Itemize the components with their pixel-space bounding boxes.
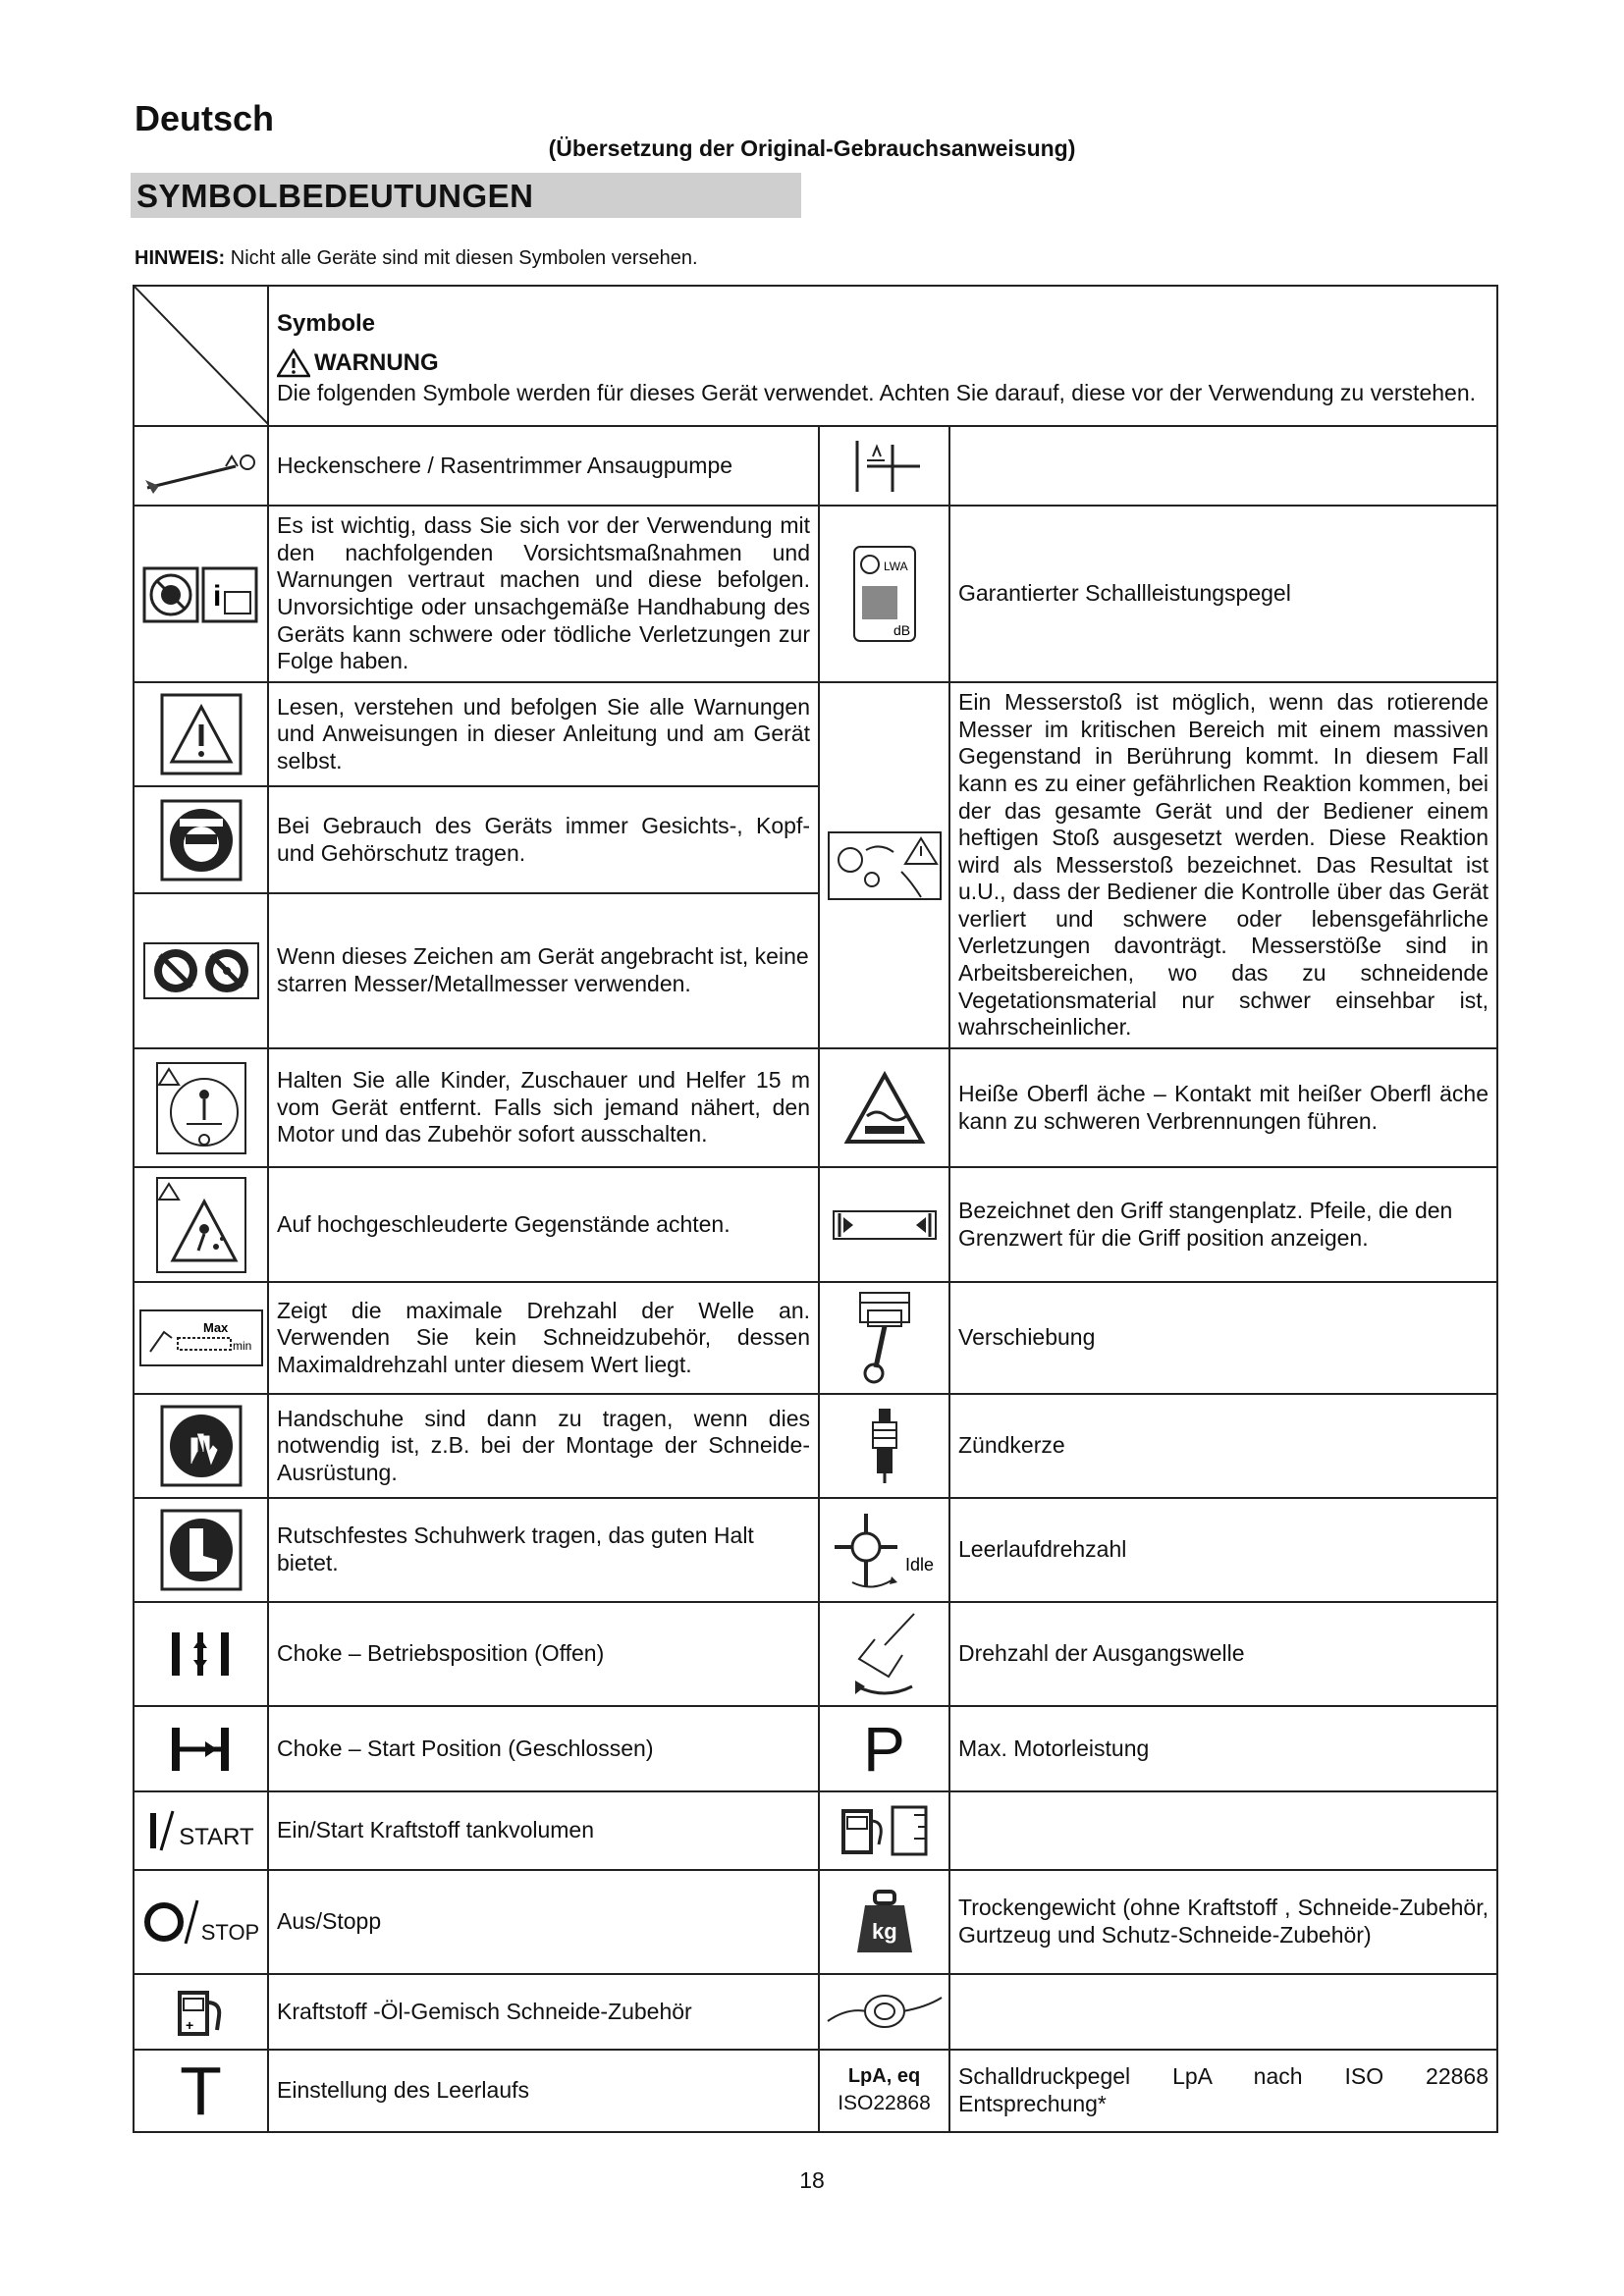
thrown-objects-text: Auf hochgeschleuderte Gegenstände achten.	[268, 1167, 819, 1282]
language-heading: Deutsch	[135, 98, 275, 138]
pump-text: Heckenschere / Rasentrimmer Ansaugpumpe	[268, 426, 819, 506]
follow-warnings-text: Lesen, verstehen und befolgen Sie alle Warnungen und Anweisungen in dieser Anleitung und am Gerät selbst.	[268, 682, 819, 786]
pump-icon-cell	[134, 426, 268, 506]
spark-plug-icon	[865, 1407, 904, 1485]
fuel-mix-icon-cell	[134, 1974, 268, 2050]
gloves-icon-cell	[134, 1394, 268, 1498]
table-row	[134, 1706, 1497, 1791]
output-shaft-text: Drehzahl der Ausgangswelle	[949, 1602, 1497, 1706]
kickback-icon-cell	[819, 682, 949, 1048]
choke-closed-text: Choke – Start Position (Geschlossen)	[268, 1706, 819, 1791]
boots-icon-cell	[134, 1498, 268, 1602]
bystander-distance-icon	[155, 1061, 247, 1155]
table-header-row	[134, 286, 1497, 426]
warning-triangle-icon	[277, 348, 310, 378]
max-power-icon-cell	[819, 1706, 949, 1791]
max-speed-icon-cell	[134, 1282, 268, 1394]
sound-power-label: LWA	[883, 560, 908, 573]
idle-adjust-icon-cell	[134, 2050, 268, 2132]
table-row	[134, 506, 1497, 682]
hint-label: HINWEIS:	[135, 247, 226, 269]
start-symbol	[135, 1809, 267, 1852]
dry-weight-icon	[855, 1888, 914, 1956]
empty-cell	[949, 1791, 1497, 1870]
gloves-icon	[160, 1405, 243, 1487]
section-title: SYMBOLBEDEUTUNGEN	[136, 178, 534, 214]
table-header-text: Die folgenden Symbole werden für dieses Gerät verwendet. Achten Sie darauf, diese vor der Verwendung zu verstehen.	[277, 380, 1476, 406]
gloves-text: Handschuhe sind dann zu tragen, wenn dies notwendig ist, z.B. bei der Montage der Schneide-Ausrüstung.	[268, 1394, 819, 1498]
on-start-icon	[147, 1809, 177, 1852]
fuel-mix-text: Kraftstoff -Öl-Gemisch Schneide-Zubehör	[268, 1974, 819, 2050]
primer-icon-cell	[819, 426, 949, 506]
table-row	[134, 1870, 1497, 1974]
svg-text:+: +	[185, 2016, 193, 2033]
stop-label: STOP	[200, 1919, 260, 1945]
hot-surface-icon	[843, 1071, 926, 1146]
no-blades-text: Wenn dieses Zeichen am Gerät angebracht ist, keine starren Messer/Metallmesser verwenden.	[268, 893, 819, 1048]
choke-open-icon-cell	[134, 1602, 268, 1706]
symbol-table	[133, 285, 1498, 2133]
table-header-title: Symbole	[277, 310, 376, 338]
dry-weight-icon-cell	[819, 1870, 949, 1974]
kickback-text: Ein Messerstoß ist möglich, wenn das rotierende Messer im kritischen Bereich mit einem massiven Gegenstand in Berührung kommt. In diesem Fall kann es zu einer gefährlichen Reaktion kommen, bei der das gesamte Gerät und der Bediener einem heftigen Stoß ausgesetzt werden. Diese Reaktion wird als Messerstoß bezeichnet. Das Resultat ist u.U., dass der Bediener die Kontrolle über das Gerät verliert und schwere oder lebensgefährliche Verletzungen davonträgt. Messerstöße sind in Arbeitsbereichen, wo das zu schneidende Vegetationsmaterial nur schwer einsehbar ist, wahrscheinlicher.	[949, 682, 1497, 1048]
safety-boots-icon	[160, 1509, 243, 1591]
table-row	[134, 1048, 1497, 1167]
max-label: Max	[202, 1320, 228, 1335]
primer-bulb-icon	[845, 435, 924, 498]
no-blades-icon-cell	[134, 893, 268, 1048]
table-row	[134, 1167, 1497, 1282]
idle-t-symbol: T	[180, 2053, 222, 2129]
diagonal-cell	[134, 286, 268, 426]
p-symbol: P	[863, 1713, 905, 1785]
protection-text: Bei Gebrauch des Geräts immer Gesichts-, Kopf- und Gehörschutz tragen.	[268, 786, 819, 893]
warning-sign-icon	[160, 693, 243, 775]
choke-closed-icon	[162, 1720, 241, 1779]
sound-power-icon	[850, 543, 919, 645]
no-metal-blades-icon	[142, 939, 260, 1002]
manual-icon-cell	[134, 506, 268, 682]
protection-icon-cell	[134, 786, 268, 893]
section-title-bar	[131, 173, 801, 218]
table-row	[134, 1791, 1497, 1870]
min-label: min	[232, 1339, 251, 1353]
table-row	[134, 426, 1497, 506]
idle-adjust-text: Einstellung des Leerlaufs	[268, 2050, 819, 2132]
table-row	[134, 1498, 1497, 1602]
sound-pressure-text: Schalldruckpegel LpA nach ISO 22868 Entsprechung*	[949, 2050, 1497, 2132]
read-manual-text: Es ist wichtig, dass Sie sich vor der Verwendung mit den nachfolgenden Vorsichtsmaßnahmen und Warnungen vertraut machen und diese befolgen. Unvorsichtige oder unsachgemäße Handhabung des Geräts kann schwere oder tödliche Verletzungen zur Folge haben.	[268, 506, 819, 682]
idle-label: Idle	[904, 1555, 934, 1575]
stop-symbol	[135, 1898, 267, 1946]
handle-position-icon-cell	[819, 1167, 949, 1282]
empty-cell	[949, 426, 1497, 506]
sound-power-unit: dB	[893, 622, 910, 638]
dry-weight-text: Trockengewicht (ohne Kraftstoff , Schneide-Zubehör, Gurtzeug und Schutz-Schneide-Zubehör)	[949, 1870, 1497, 1974]
output-shaft-speed-icon	[845, 1610, 924, 1698]
off-stop-icon	[142, 1898, 201, 1946]
handle-position-text: Bezeichnet den Griff stangenplatz. Pfeile, die den Grenzwert für die Griff position anzeigen.	[949, 1167, 1497, 1282]
hot-surface-text: Heiße Oberfl äche – Kontakt mit heißer Oberfl äche kann zu schweren Verbrennungen führen.	[949, 1048, 1497, 1167]
idle-speed-icon	[823, 1508, 947, 1592]
table-header-cell	[268, 286, 1497, 426]
sound-power-text: Garantierter Schallleistungspegel	[949, 506, 1497, 682]
hint-text: Nicht alle Geräte sind mit diesen Symbolen versehen.	[230, 247, 698, 269]
table-row	[134, 1974, 1497, 2050]
stop-text: Aus/Stopp	[268, 1870, 819, 1974]
displacement-text: Verschiebung	[949, 1282, 1497, 1394]
fuel-oil-mixture-icon	[172, 1983, 231, 2042]
warning-label: WARNUNG	[314, 348, 439, 376]
boots-text: Rutschfestes Schuhwerk tragen, das guten Halt bietet.	[268, 1498, 819, 1602]
spark-plug-text: Zündkerze	[949, 1394, 1497, 1498]
start-icon-cell	[134, 1791, 268, 1870]
idle-speed-icon-cell	[819, 1498, 949, 1602]
diagonal-line-icon	[135, 287, 269, 425]
fuel-tank-volume-icon	[836, 1801, 934, 1860]
empty-cell	[949, 1974, 1497, 2050]
start-text: Ein/Start Kraftstoff tankvolumen	[268, 1791, 819, 1870]
table-row	[134, 2050, 1497, 2132]
hint-note	[135, 247, 698, 270]
choke-open-text: Choke – Betriebsposition (Offen)	[268, 1602, 819, 1706]
thrown-objects-icon-cell	[134, 1167, 268, 1282]
start-label: START	[179, 1824, 254, 1851]
max-speed-text: Zeigt die maximale Drehzahl der Welle an. Verwenden Sie kein Schneidzubehör, dessen Maximaldrehzahl unter diesem Wert liegt.	[268, 1282, 819, 1394]
sound-pressure-icon-cell	[819, 2050, 949, 2132]
warning-heading	[277, 348, 1489, 378]
face-head-ear-protection-icon	[160, 799, 243, 881]
idle-speed-text: Leerlaufdrehzahl	[949, 1498, 1497, 1602]
thrown-objects-icon	[155, 1176, 247, 1274]
sound-power-icon-cell	[819, 506, 949, 682]
output-shaft-icon-cell	[819, 1602, 949, 1706]
table-row	[134, 1282, 1497, 1394]
warning-icon-cell	[134, 682, 268, 786]
kickback-icon	[827, 830, 943, 901]
sound-pressure-symbol	[820, 2066, 948, 2114]
read-manual-icon	[142, 562, 260, 625]
trimmer-pump-icon	[137, 437, 265, 496]
kg-label: kg	[871, 1919, 897, 1944]
fuel-tank-icon-cell	[819, 1791, 949, 1870]
piston-displacement-icon	[850, 1289, 919, 1387]
iso-label: ISO22868	[838, 2092, 931, 2115]
page-number: 18	[799, 2167, 825, 2193]
document-subtitle: (Übersetzung der Original-Gebrauchsanweisung)	[548, 135, 1076, 161]
displacement-icon-cell	[819, 1282, 949, 1394]
hot-surface-icon-cell	[819, 1048, 949, 1167]
choke-open-icon	[162, 1625, 241, 1683]
cutting-head-icon-cell	[819, 1974, 949, 2050]
svg-text:i: i	[212, 580, 221, 613]
choke-closed-icon-cell	[134, 1706, 268, 1791]
table-row	[134, 1602, 1497, 1706]
spark-plug-icon-cell	[819, 1394, 949, 1498]
stop-icon-cell	[134, 1870, 268, 1974]
max-power-text: Max. Motorleistung	[949, 1706, 1497, 1791]
lpa-label: LpA, eq	[847, 2065, 921, 2088]
max-shaft-speed-icon	[138, 1308, 264, 1367]
table-row	[134, 682, 1497, 786]
trimmer-head-icon	[824, 1988, 946, 2037]
handle-position-icon	[830, 1205, 940, 1245]
distance-icon-cell	[134, 1048, 268, 1167]
distance-text: Halten Sie alle Kinder, Zuschauer und Helfer 15 m vom Gerät entfernt. Falls sich jemand nähert, den Motor und das Zubehör sofort ausschalten.	[268, 1048, 819, 1167]
table-row	[134, 1394, 1497, 1498]
